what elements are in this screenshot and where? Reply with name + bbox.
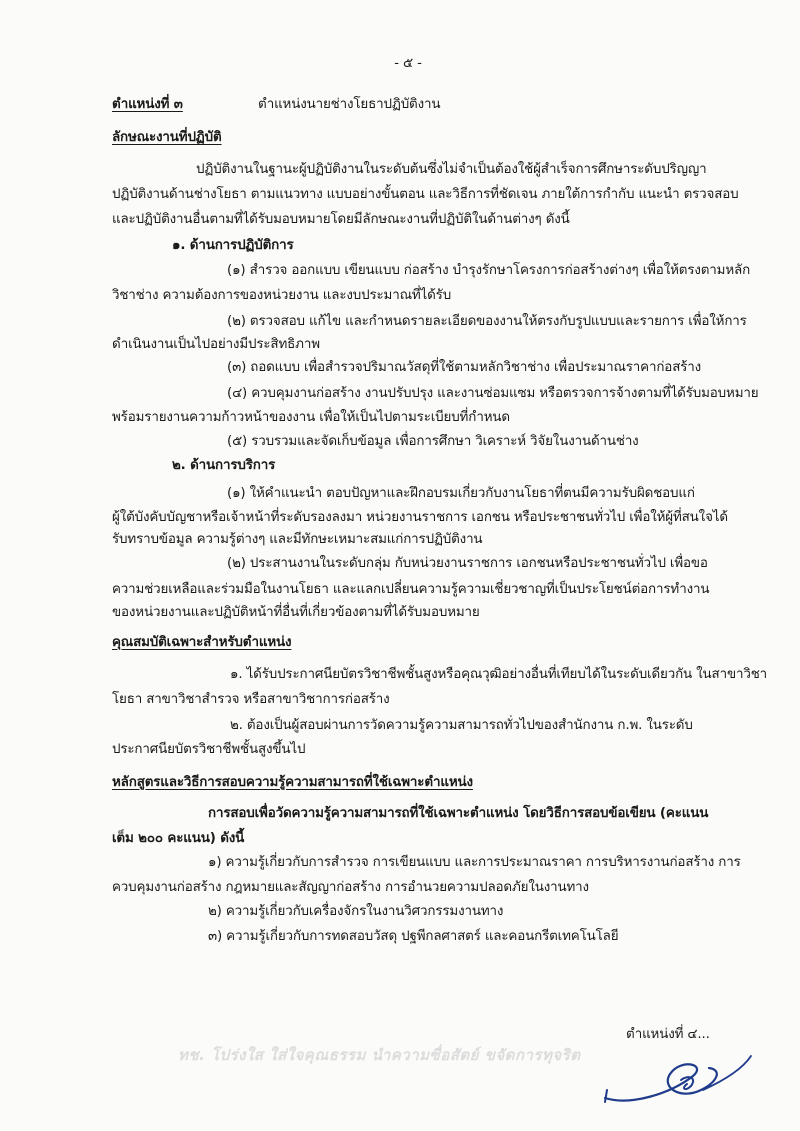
exam-item: ๑) ความรู้เกี่ยวกับการสำรวจ การเขียนแบบ และการประมาณราคา การบริหารงานก่อสร้าง การ bbox=[208, 855, 741, 870]
services-item: ของหน่วยงานและปฏิบัติหน้าที่อื่นที่เกี่ยวข้องตามที่ได้รับมอบหมาย bbox=[112, 605, 480, 620]
position-label: ตำแหน่งที่ ๓ bbox=[112, 97, 183, 112]
services-item: ความช่วยเหลือและร่วมมือในงานโยธา และแลกเปลี่ยนความรู้ความเชี่ยวชาญที่เป็นประโยชน์ต่อการทำงาน bbox=[112, 582, 710, 597]
exam-intro-line: เต็ม ๒๐๐ คะแนน) ดังนี้ bbox=[112, 831, 245, 846]
exam-item: ควบคุมงานก่อสร้าง กฎหมายและสัญญาก่อสร้าง การอำนวยความปลอดภัยในงานทาง bbox=[112, 880, 589, 895]
services-heading: ๒. ด้านการบริการ bbox=[172, 458, 276, 473]
qualification-item: ๒. ต้องเป็นผู้สอบผ่านการวัดความรู้ความสามารถทั่วไปของสำนักงาน ก.พ. ในระดับ bbox=[230, 718, 693, 733]
duties-intro-line: ปฏิบัติงานด้านช่างโยธา ตามแนวทาง แบบอย่างขั้นตอน และวิธีการที่ชัดเจน ภายใต้การกำกับ แนะนำ ตรวจสอบ bbox=[112, 187, 739, 202]
exam-item: ๒) ความรู้เกี่ยวกับเครื่องจักรในงานวิศวกรรมงานทาง bbox=[208, 904, 504, 919]
services-item: (๒) ประสานงานในระดับกลุ่ม กับหน่วยงานราชการ เอกชนหรือประชาชนทั่วไป เพื่อขอ bbox=[227, 556, 708, 571]
operations-heading: ๑. ด้านการปฏิบัติการ bbox=[172, 238, 294, 253]
operations-item: วิชาช่าง ความต้องการของหน่วยงาน และงบประมาณที่ได้รับ bbox=[112, 288, 452, 303]
operations-item: (๔) ควบคุมงานก่อสร้าง งานปรับปรุง และงานซ่อมแซม หรือตรวจการจ้างตามที่ได้รับมอบหมาย bbox=[227, 386, 759, 401]
operations-item: (๑) สำรวจ ออกแบบ เขียนแบบ ก่อสร้าง บำรุงรักษาโครงการก่อสร้างต่างๆ เพื่อให้ตรงตามหลัก bbox=[227, 263, 751, 278]
operations-item: พร้อมรายงานความก้าวหน้าของงาน เพื่อให้เป็นไปตามระเบียบที่กำหนด bbox=[112, 410, 510, 425]
qualification-item: โยธา สาขาวิชาสำรวจ หรือสาขาวิชาการก่อสร้าง bbox=[112, 692, 390, 707]
duties-intro-line: และปฏิบัติงานอื่นตามที่ได้รับมอบหมายโดยมีลักษณะงานที่ปฏิบัติในด้านต่างๆ ดังนี้ bbox=[112, 212, 570, 227]
services-item: (๑) ให้คำแนะนำ ตอบปัญหาและฝึกอบรมเกี่ยวกับงานโยธาที่ตนมีความรับผิดชอบแก่ bbox=[227, 486, 695, 501]
duties-heading: ลักษณะงานที่ปฏิบัติ bbox=[112, 130, 222, 145]
continuation-note: ตำแหน่งที่ ๔... bbox=[626, 1027, 710, 1042]
duties-intro-line: ปฏิบัติงานในฐานะผู้ปฏิบัติงานในระดับต้นซึ่งไม่จำเป็นต้องใช้ผู้สำเร็จการศึกษาระดับปริญญา bbox=[196, 162, 707, 177]
exam-intro-line: การสอบเพื่อวัดความรู้ความสามารถที่ใช้เฉพาะตำแหน่ง โดยวิธีการสอบข้อเขียน (คะแนน bbox=[208, 806, 709, 821]
operations-item: (๓) ถอดแบบ เพื่อสำรวจปริมาณวัสดุที่ใช้ตามหลักวิชาช่าง เพื่อประมาณราคาก่อสร้าง bbox=[227, 360, 702, 375]
handwritten-initials-signature bbox=[585, 1050, 755, 1120]
qualification-item: ๑. ได้รับประกาศนียบัตรวิชาชีพชั้นสูงหรือคุณวุฒิอย่างอื่นที่เทียบได้ในระดับเดียวกัน ในสาขาวิชา bbox=[230, 667, 767, 682]
services-item: รับทราบข้อมูล ความรู้ต่างๆ และมีทักษะเหมาะสมแก่การปฏิบัติงาน bbox=[112, 532, 483, 547]
footer-slogan-watermark: ทช. โปร่งใส ใส่ใจคุณธรรม นำความซื่อสัตย์ ขจัดการทุจริต bbox=[178, 1046, 581, 1064]
exam-heading: หลักสูตรและวิธีการสอบความรู้ความสามารถที่ใช้เฉพาะตำแหน่ง bbox=[112, 775, 473, 790]
position-title: ตำแหน่งนายช่างโยธาปฏิบัติงาน bbox=[258, 97, 441, 112]
operations-item: ดำเนินงานเป็นไปอย่างมีประสิทธิภาพ bbox=[112, 337, 320, 352]
operations-item: (๕) รวบรวมและจัดเก็บข้อมูล เพื่อการศึกษา วิเคราะห์ วิจัยในงานด้านช่าง bbox=[227, 434, 639, 449]
qualification-item: ประกาศนียบัตรวิชาชีพชั้นสูงขึ้นไป bbox=[112, 742, 306, 757]
operations-item: (๒) ตรวจสอบ แก้ไข และกำหนดรายละเอียดของงานให้ตรงกับรูปแบบและรายการ เพื่อให้การ bbox=[227, 314, 747, 329]
exam-item: ๓) ความรู้เกี่ยวกับการทดสอบวัสดุ ปฐพีกลศาสตร์ และคอนกรีตเทคโนโลยี bbox=[208, 929, 619, 944]
qualifications-heading: คุณสมบัติเฉพาะสำหรับตำแหน่ง bbox=[112, 635, 292, 650]
services-item: ผู้ใต้บังคับบัญชาหรือเจ้าหน้าที่ระดับรองลงมา หน่วยงานราชการ เอกชน หรือประชาชนทั่วไป เพื่อให้ผู้ที่สนใจได้ bbox=[112, 510, 728, 525]
page-number: - ๕ - bbox=[394, 56, 422, 71]
